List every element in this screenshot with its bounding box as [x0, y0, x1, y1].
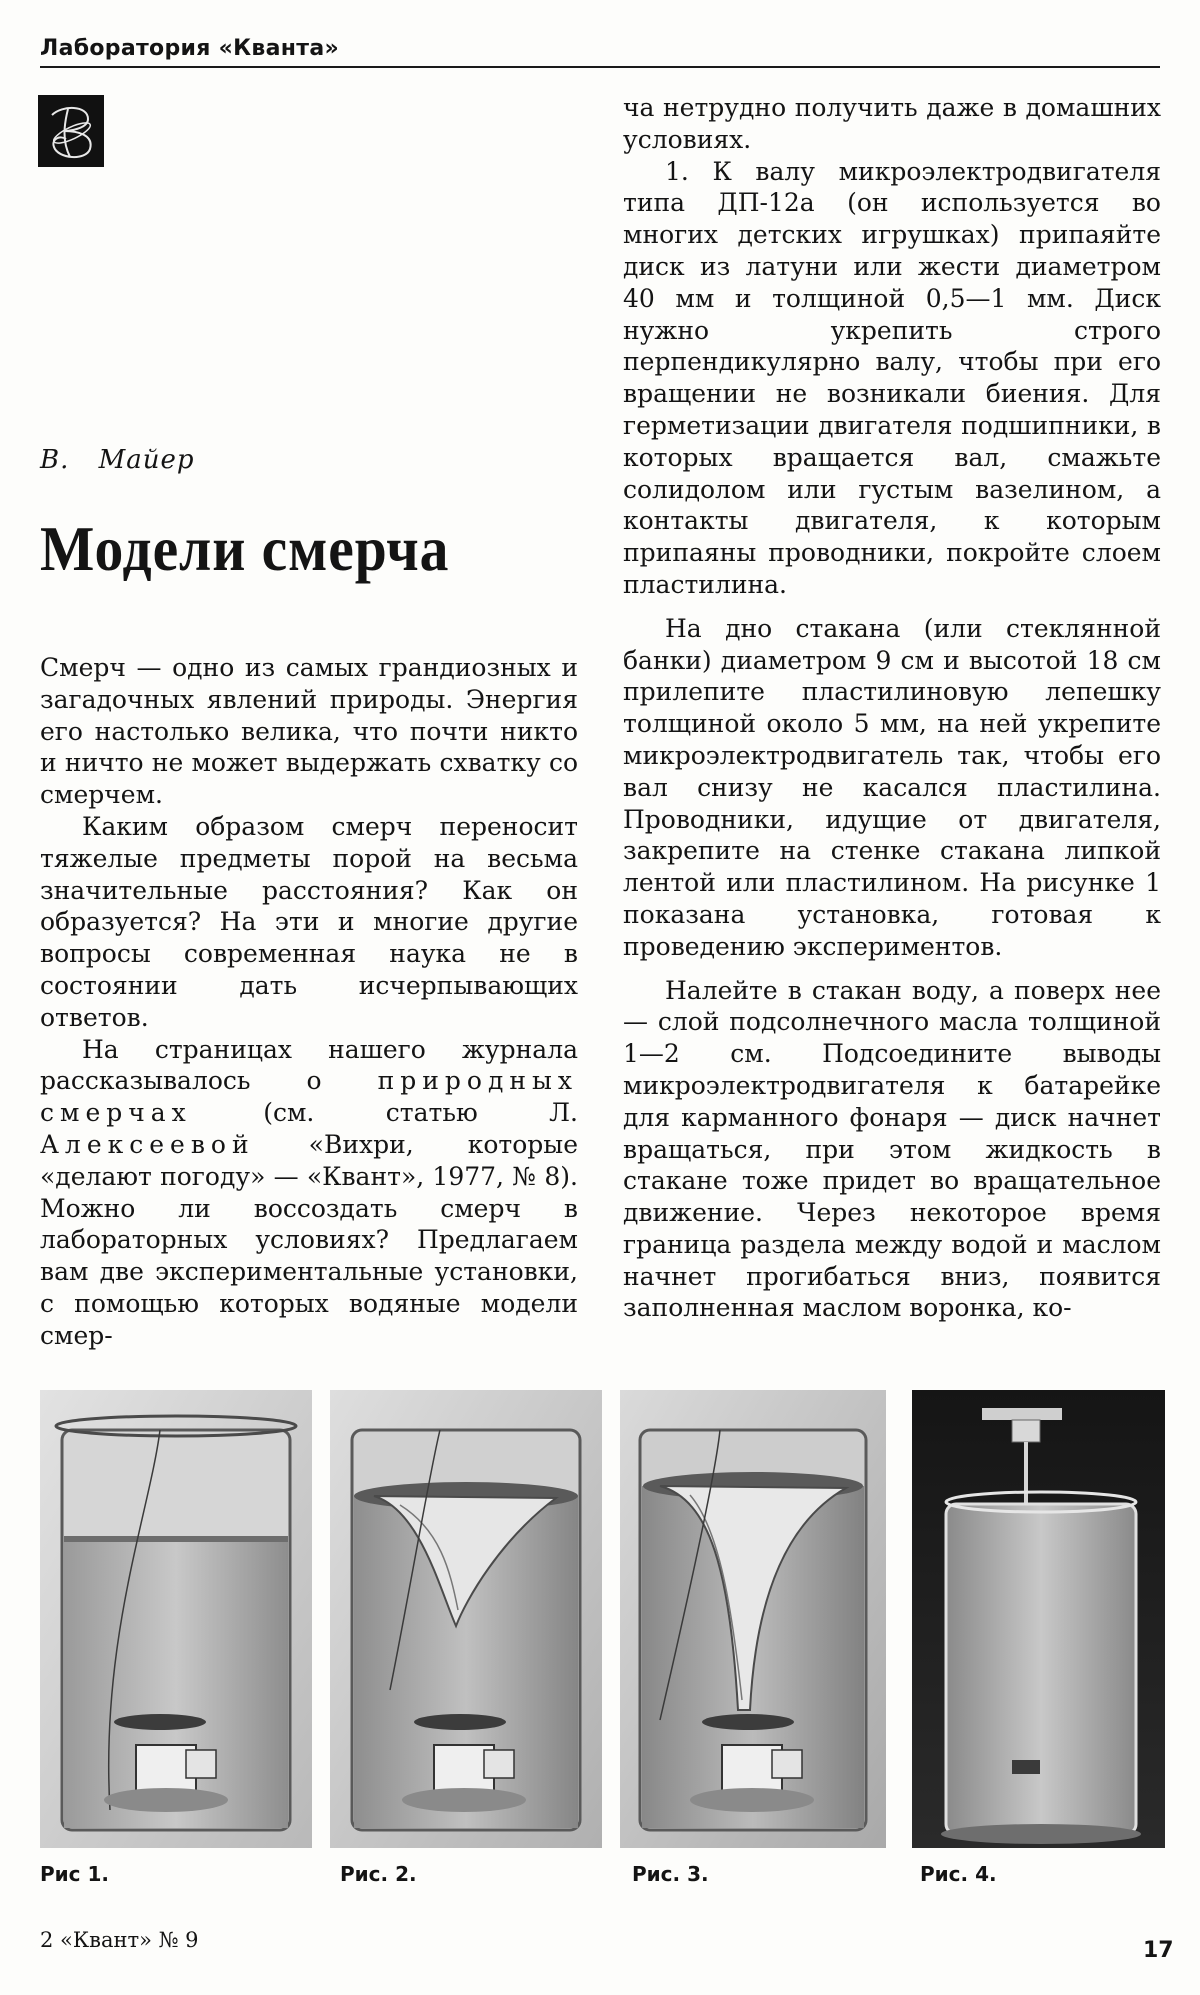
paragraph-magazine	[40, 1034, 578, 1352]
page-number: 17	[1143, 1938, 1174, 1963]
header-rule	[40, 66, 1160, 68]
figure-4-photo	[912, 1390, 1165, 1848]
emphasized-author-name: Алексеевой	[40, 1129, 255, 1159]
paragraph-questions: Каким образом смерч переносит тяжелые предметы порой на весьма значительные расстояния? Как он образуется? На эти и многие другие вопросы современная наука не в состоянии дать исчерпывающих ответов.	[40, 811, 578, 1032]
quantum-logo-icon	[38, 95, 104, 167]
figure-2-caption: Рис. 2.	[340, 1862, 417, 1886]
article-author: В. Майер	[40, 445, 195, 475]
paragraph-continuation: ча нетрудно получить даже в домашних условиях.	[623, 93, 1161, 154]
paragraph-experiment: Налейте в стакан воду, а поверх нее — слой подсолнечного масла толщиной 1—2 см. Подсоедините выводы микроэлектродвигателя к батарейке для карманного фонаря — диск начнет вращаться, при этом жидкость в стакане тоже придет во вращательное движение. Через некоторое время граница раздела между водой и маслом начнет прогибаться вниз, появится заполненная маслом воронка, ко-	[623, 975, 1161, 1323]
figure-1-caption: Рис 1.	[40, 1862, 110, 1886]
footer-signature: 2 «Квант» № 9	[40, 1928, 199, 1952]
paragraph-setup: На дно стакана (или стеклянной банки) диаметром 9 см и высотой 18 см прилепите пластилиновую лепешку толщиной около 5 мм, на ней укрепите микроэлектродвигатель так, чтобы его вал снизу не касался пластилина. Проводники, идущие от двигателя, закрепите на стенке стакана липкой лентой или пластилином. На рисунке 1 показана установка, готовая к проведению экспериментов.	[623, 613, 1161, 961]
article-title: Модели смерча	[40, 513, 450, 584]
right-column	[623, 92, 1161, 1324]
text-run: «Вихри, которые «делают погоду» — «Квант», 1977, № 8). Можно ли воссоздать смерч в лабораторных условиях? Предлагаем вам две экспериментальные установки, с помощью которых водяные модели смер-	[40, 1129, 578, 1350]
emphasized-text: природных смерчах	[40, 1066, 578, 1128]
text-run: На страницах нашего журнала рассказывалось о	[40, 1034, 578, 1096]
text-run: (см. статью Л.	[191, 1098, 578, 1128]
figure-3-caption: Рис. 3.	[632, 1862, 709, 1886]
figure-3-photo	[620, 1390, 886, 1848]
figure-1-photo	[40, 1390, 312, 1848]
section-header: Лаборатория «Кванта»	[40, 36, 339, 61]
figure-2-photo	[330, 1390, 602, 1848]
paragraph-intro: Смерч — одно из самых грандиозных и загадочных явлений природы. Энергия его настолько велика, что почти никто и ничто не может выдержать схватку со смерчем.	[40, 653, 578, 810]
figure-4-caption: Рис. 4.	[920, 1862, 997, 1886]
paragraph-step-1: 1. К валу микроэлектродвигателя типа ДП-12а (он используется во многих детских игрушках) припаяйте диск из латуни или жести диаметром 40 мм и толщиной 0,5—1 мм. Диск нужно укрепить строго перпендикулярно валу, чтобы при его вращении не возникали биения. Для герметизации двигателя подшипники, в которых вращается вал, смажьте солидолом или густым вазелином, а контакты двигателя, к которым припаяны проводники, покройте слоем пластилина.	[623, 156, 1161, 599]
left-column	[40, 652, 578, 1352]
